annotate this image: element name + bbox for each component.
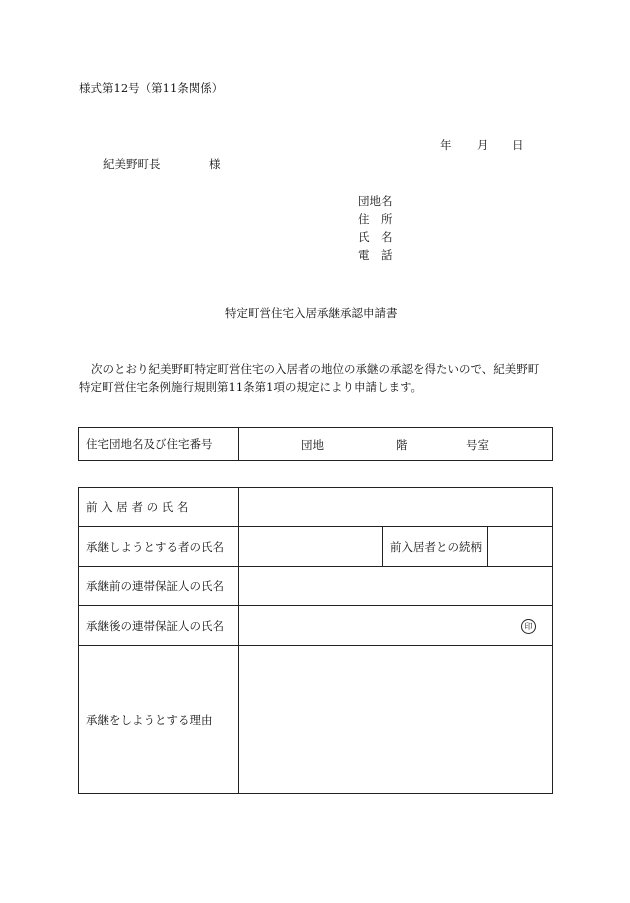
date-month: 月 — [477, 138, 489, 152]
date-year: 年 — [440, 138, 452, 152]
successor-label: 承継しようとする者の氏名 — [79, 527, 239, 567]
housing-value-cell[interactable] — [239, 428, 553, 461]
housing-table — [78, 427, 553, 461]
applicant-name-row — [358, 230, 408, 244]
reason-label: 承継をしようとする理由 — [79, 646, 239, 794]
guarantor-before-label: 承継前の連帯保証人の氏名 — [79, 567, 239, 606]
addressee-honorific: 様 — [209, 157, 221, 171]
reason-value[interactable] — [239, 646, 553, 794]
applicant-address-row — [358, 212, 408, 226]
applicant-housing-name-row — [358, 194, 408, 208]
addressee-name: 紀美野町長 — [103, 157, 161, 171]
relation-label: 前入居者との続柄 — [383, 527, 488, 567]
applicant-phone-label: 電 話 — [358, 248, 393, 262]
successor-value[interactable] — [239, 527, 383, 567]
succession-table — [78, 487, 553, 794]
applicant-address-label: 住 所 — [358, 212, 393, 226]
form-number: 様式第12号（第11条関係） — [79, 81, 224, 95]
unit-danchi: 団地 — [301, 438, 324, 452]
document-title: 特定町営住宅入居承継承認申請書 — [225, 306, 398, 320]
relation-value[interactable] — [488, 527, 553, 567]
body-text-line-2: 特定町営住宅条例施行規則第11条第1項の規定により申請します。 — [79, 380, 423, 394]
guarantor-after-value[interactable] — [239, 606, 553, 646]
prev-resident-label: 前 入 居 者 の 氏 名 — [79, 488, 239, 527]
unit-goshitsu: 号室 — [466, 438, 489, 452]
guarantor-before-value[interactable] — [239, 567, 553, 606]
guarantor-after-label: 承継後の連帯保証人の氏名 — [79, 606, 239, 646]
unit-kai: 階 — [396, 438, 408, 452]
housing-label: 住宅団地名及び住宅番号 — [79, 428, 239, 461]
prev-resident-value[interactable] — [239, 488, 553, 527]
date-day: 日 — [512, 138, 524, 152]
seal-icon: 印 — [521, 619, 536, 634]
body-text-line-1: 次のとおり紀美野町特定町営住宅の入居者の地位の承継の承認を得たいので、紀美野町 — [91, 362, 540, 376]
applicant-phone-row — [358, 248, 408, 262]
applicant-housing-name-label: 団地名 — [358, 194, 393, 208]
applicant-name-label: 氏 名 — [358, 230, 393, 244]
